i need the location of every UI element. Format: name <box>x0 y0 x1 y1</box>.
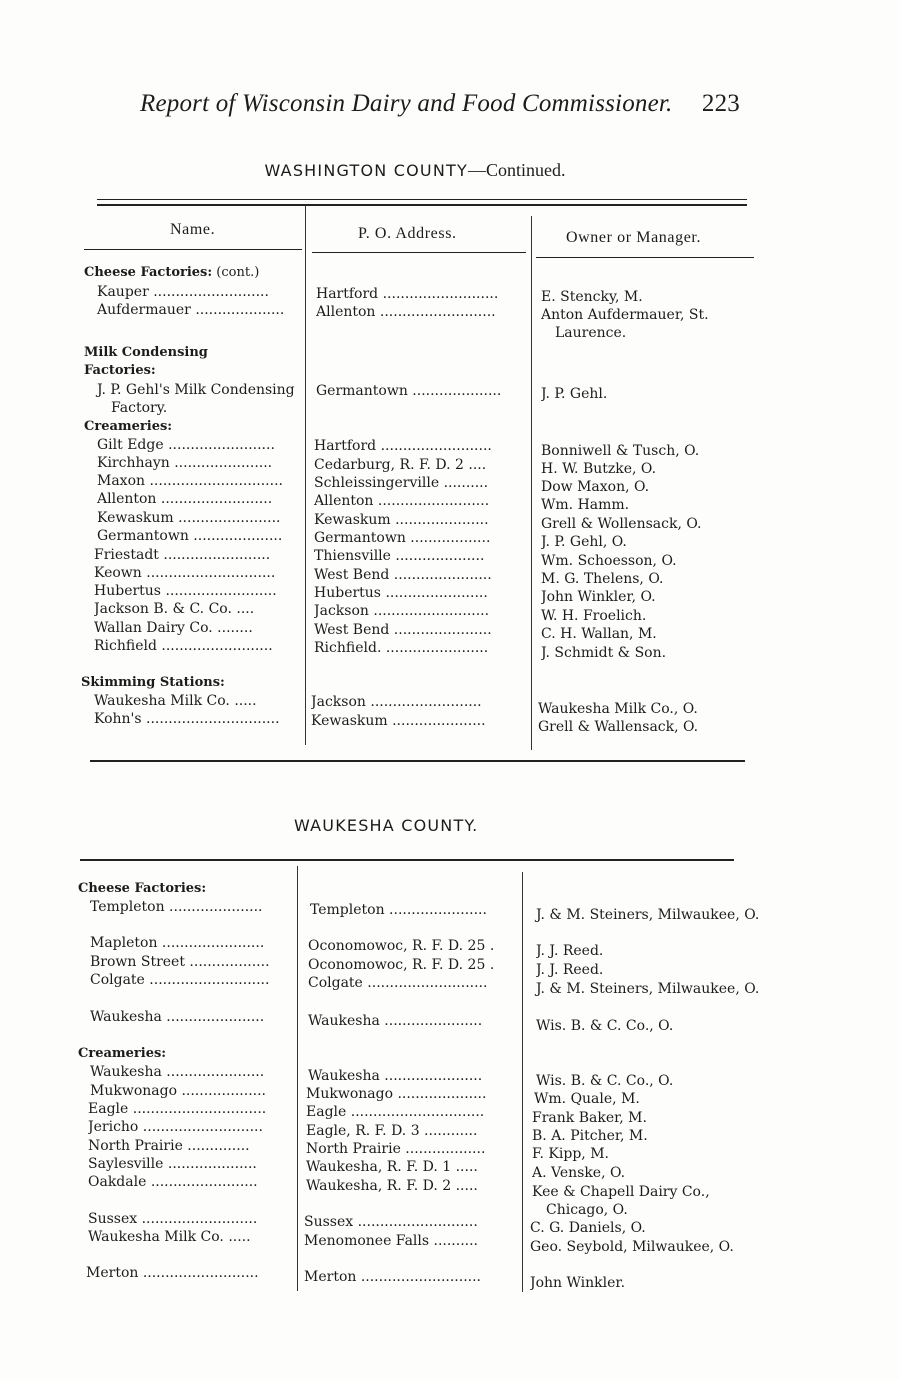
entry-name: Merton .......................... <box>86 1265 259 1281</box>
entry-address: Waukesha ...................... <box>308 1068 483 1084</box>
entry-name: Waukesha Milk Co. ..... <box>88 1229 251 1245</box>
washington-county-title <box>0 160 830 181</box>
washington-col-divider-1 <box>305 205 306 745</box>
entry-name: Jericho ........................... <box>88 1119 263 1135</box>
entry-address: Germantown .................. <box>314 530 491 546</box>
entry-name: Kauper .......................... <box>97 284 269 300</box>
entry-name: Waukesha ...................... <box>90 1009 265 1025</box>
section-heading: Creameries: <box>78 1046 167 1061</box>
entry-owner: B. A. Pitcher, M. <box>532 1128 648 1144</box>
entry-owner: A. Venske, O. <box>532 1165 626 1181</box>
entry-owner: John Winkler. <box>530 1275 626 1291</box>
owner-header-rule <box>536 257 754 258</box>
entry-owner: J. Schmidt & Son. <box>541 645 667 661</box>
section-heading-suffix: (cont.) <box>212 265 260 280</box>
section-heading: Cheese Factories: <box>78 881 207 896</box>
entry-owner: F. Kipp, M. <box>532 1146 609 1162</box>
entry-address: Colgate ........................... <box>308 975 488 991</box>
waukesha-col-divider-1 <box>297 866 298 1291</box>
entry-owner: Wm. Schoesson, O. <box>541 553 677 569</box>
entry-name: Kohn's .............................. <box>94 711 280 727</box>
entry-address: West Bend ...................... <box>314 622 492 638</box>
entry-address: Waukesha, R. F. D. 2 ..... <box>306 1178 478 1194</box>
entry-address: Sussex ........................... <box>304 1214 478 1230</box>
entry-name: Richfield ......................... <box>94 638 273 654</box>
entry-owner: J. & M. Steiners, Milwaukee, O. <box>536 981 760 997</box>
section-heading: Skimming Stations: <box>81 675 225 690</box>
entry-name: Keown ............................. <box>94 565 276 581</box>
entry-address: Germantown .................... <box>316 383 502 399</box>
entry-name: Germantown .................... <box>97 528 283 544</box>
washington-title-text: WASHINGTON COUNTY <box>264 161 468 180</box>
entry-owner: Waukesha Milk Co., O. <box>538 701 698 717</box>
entry-name: Mukwonago ................... <box>90 1083 267 1099</box>
top-rule-1 <box>97 199 747 200</box>
entry-address: Hubertus ....................... <box>314 585 488 601</box>
entry-name: Aufdermauer .................... <box>97 302 285 318</box>
section-heading <box>84 264 259 282</box>
entry-name: Waukesha ...................... <box>90 1064 265 1080</box>
entry-name: Maxon .............................. <box>97 473 283 489</box>
entry-name: Allenton ......................... <box>97 491 273 507</box>
entry-name: Waukesha Milk Co. ..... <box>94 693 257 709</box>
entry-name: Kewaskum ....................... <box>97 510 281 526</box>
washington-title-suffix: —Continued. <box>467 160 566 180</box>
entry-owner: Anton Aufdermauer, St. Laurence. <box>541 307 709 342</box>
washington-col-divider-2 <box>531 216 532 750</box>
entry-address: Oconomowoc, R. F. D. 25 . <box>308 938 495 954</box>
entry-name: Friestadt ........................ <box>94 547 271 563</box>
entry-name: Jackson B. & C. Co. .... <box>94 601 255 617</box>
entry-name: Wallan Dairy Co. ........ <box>94 620 253 636</box>
entry-name: Oakdale ........................ <box>88 1174 258 1190</box>
entry-owner: H. W. Butzke, O. <box>541 461 657 477</box>
entry-address: Menomonee Falls .......... <box>304 1233 479 1249</box>
entry-address: Jackson .......................... <box>314 603 490 619</box>
entry-owner: Grell & Wallensack, O. <box>538 719 699 735</box>
entry-owner: Wis. B. & C. Co., O. <box>536 1073 674 1089</box>
column-header-address: P. O. Address. <box>358 225 457 242</box>
entry-name: Kirchhayn ...................... <box>97 455 273 471</box>
entry-name: Brown Street .................. <box>90 954 270 970</box>
washington-bottom-rule <box>90 760 745 762</box>
entry-address: West Bend ...................... <box>314 567 492 583</box>
entry-name: North Prairie .............. <box>88 1138 250 1154</box>
entry-owner: Bonniwell & Tusch, O. <box>541 443 700 459</box>
entry-owner: J. J. Reed. <box>536 962 604 978</box>
entry-owner: J. P. Gehl, O. <box>541 534 627 550</box>
entry-address: Waukesha ...................... <box>308 1013 483 1029</box>
entry-owner: Wm. Quale, M. <box>534 1091 640 1107</box>
entry-name: Hubertus ......................... <box>94 583 277 599</box>
entry-name: Eagle .............................. <box>88 1101 267 1117</box>
entry-owner: Kee & Chapell Dairy Co., Chicago, O. <box>532 1184 710 1219</box>
entry-owner: Dow Maxon, O. <box>541 479 650 495</box>
entry-owner: M. G. Thelens, O. <box>541 571 664 587</box>
entry-owner: J. P. Gehl. <box>541 386 608 402</box>
entry-address: Kewaskum ..................... <box>314 512 489 528</box>
entry-owner: J. & M. Steiners, Milwaukee, O. <box>536 907 760 923</box>
entry-name: Gilt Edge ........................ <box>97 437 275 453</box>
entry-address: Mukwonago .................... <box>306 1086 487 1102</box>
entry-owner: E. Stencky, M. <box>541 289 643 305</box>
entry-name: Saylesville .................... <box>88 1156 257 1172</box>
entry-owner: Geo. Seybold, Milwaukee, O. <box>530 1239 734 1255</box>
entry-address: Templeton ...................... <box>310 902 487 918</box>
entry-owner: Grell & Wollensack, O. <box>541 516 702 532</box>
section-heading-text: Cheese Factories: <box>84 265 213 280</box>
running-title: Report of Wisconsin Dairy and Food Commissioner. <box>140 90 673 117</box>
entry-address: Eagle .............................. <box>306 1104 485 1120</box>
entry-owner: C. G. Daniels, O. <box>530 1220 646 1236</box>
address-header-rule <box>312 252 526 253</box>
entry-address: Waukesha, R. F. D. 1 ..... <box>306 1159 478 1175</box>
entry-address: Allenton .......................... <box>316 304 496 320</box>
running-head <box>140 90 740 118</box>
entry-owner: Frank Baker, M. <box>532 1110 647 1126</box>
entry-owner: C. H. Wallan, M. <box>541 626 657 642</box>
entry-address: Richfield. ....................... <box>314 640 489 656</box>
column-header-name: Name. <box>170 221 216 238</box>
entry-address: Hartford ......................... <box>314 438 492 454</box>
section-heading: Creameries: <box>84 419 173 434</box>
entry-address: Thiensville .................... <box>314 548 485 564</box>
entry-name: Templeton ..................... <box>90 899 263 915</box>
entry-owner: John Winkler, O. <box>541 589 656 605</box>
entry-address: Jackson ......................... <box>311 694 482 710</box>
page-number: 223 <box>701 90 740 117</box>
column-header-owner: Owner or Manager. <box>566 229 702 246</box>
entry-address: Schleissingerville .......... <box>314 475 489 491</box>
entry-address: Allenton ......................... <box>314 493 490 509</box>
entry-name: Sussex .......................... <box>88 1211 258 1227</box>
entry-address: Kewaskum ..................... <box>311 713 486 729</box>
entry-name: Colgate ........................... <box>90 972 270 988</box>
entry-name: Mapleton ....................... <box>90 935 265 951</box>
entry-owner: Wm. Hamm. <box>541 497 630 513</box>
name-header-rule <box>84 249 302 250</box>
entry-address: Eagle, R. F. D. 3 ............ <box>306 1123 478 1139</box>
entry-address: North Prairie .................. <box>306 1141 486 1157</box>
top-rule-2 <box>97 204 747 206</box>
waukesha-top-rule <box>80 859 734 861</box>
entry-address: Oconomowoc, R. F. D. 25 . <box>308 957 495 973</box>
entry-owner: W. H. Froelich. <box>541 608 647 624</box>
entry-address: Merton ........................... <box>304 1269 481 1285</box>
entry-owner: Wis. B. & C. Co., O. <box>536 1018 674 1034</box>
entry-address: Hartford .......................... <box>316 286 499 302</box>
section-heading: Milk Condensing Factories: <box>84 345 208 379</box>
entry-address: Cedarburg, R. F. D. 2 .... <box>314 457 487 473</box>
entry-name: J. P. Gehl's Milk Condensing Factory. <box>97 382 295 417</box>
waukesha-col-divider-2 <box>522 872 523 1292</box>
waukesha-county-title: WAUKESHA COUNTY. <box>294 816 479 835</box>
entry-owner: J. J. Reed. <box>536 943 604 959</box>
